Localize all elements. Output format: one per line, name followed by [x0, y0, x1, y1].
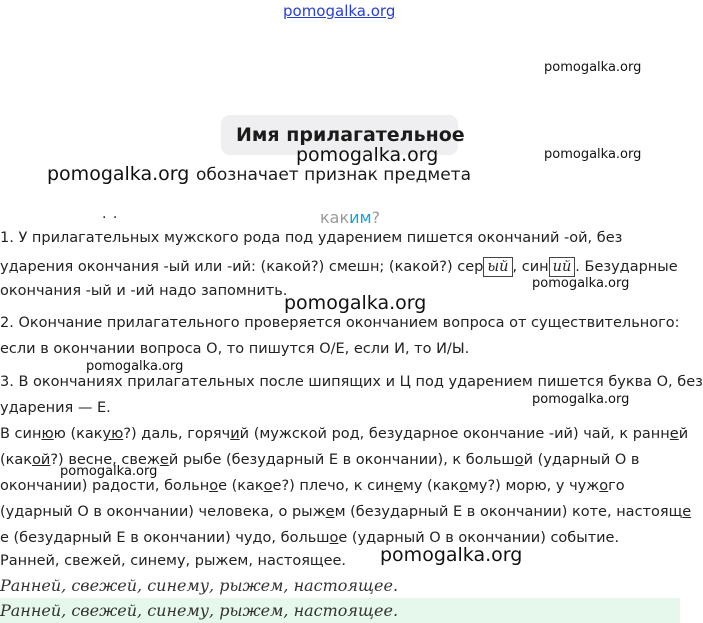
ending-box-yi: ый: [483, 257, 512, 277]
rule-2-line-1: 2. Окончание прилагательного проверяется окончанием вопроса от существительного:: [0, 315, 680, 331]
rule-3-line-2: ударения — Е.: [0, 400, 111, 416]
watermark: pomogalka.org: [60, 464, 158, 479]
example-line-6: Ранней, свежей, синему, рыжем, настоящее.: [0, 553, 347, 569]
rule-1-line-2: ударения окончания -ый или -ий: (какой?) смешн; (какой?) сер ый , син ий . Безударные: [0, 259, 678, 275]
decorative-dots: · ·: [102, 210, 119, 226]
watermark: pomogalka.org: [544, 147, 642, 162]
rule-3-line-1: 3. В окончаниях прилагательных после шипящих и Ц под ударением пишется буква О, без: [0, 374, 703, 390]
example-line-4: (ударный О в окончании) человека, о рыжем (безударный Е в окончании) коте, настояще: [0, 504, 692, 520]
watermark: pomogalka.org: [380, 544, 523, 566]
watermark-top-link[interactable]: pomogalka.org: [283, 2, 396, 20]
rule-1-line-3: окончания -ый и -ий надо запомнить.: [0, 283, 288, 299]
watermark: pomogalka.org: [296, 144, 439, 166]
handwritten-answer-2: Ранней, свежей, синему, рыжем, настоящее.: [0, 601, 399, 620]
example-line-3: окончании) радости, больное (какое?) плечо, к синему (какому?) морю, у чужого: [0, 478, 625, 494]
rule-1-line-1: 1. У прилагательных мужского рода под ударением пишется окончаний -ой, без: [0, 230, 623, 246]
example-line-1: В синюю (какую?) даль, горячий (мужской род, безударное окончание -ий) чай, к ранней: [0, 426, 689, 442]
question-hint: каким?: [320, 208, 381, 227]
example-line-5: е (безударный Е в окончании) чудо, большое (ударный О в окончании) событие.: [0, 530, 620, 546]
ending-box-ii: ий: [549, 257, 576, 277]
example-line-2: (какой?) весне, свежей рыбе (безударный Е в окончании), к большой (ударный О в: [0, 452, 640, 468]
page-title: Имя прилагательное: [236, 124, 465, 146]
page-subtitle: обозначает признак предмета: [196, 165, 472, 185]
watermark: pomogalka.org: [532, 392, 630, 407]
watermark: pomogalka.org: [532, 276, 630, 291]
watermark: pomogalka.org: [544, 60, 642, 75]
rule-2-line-2: если в окончании вопроса О, то пишутся О/Е, если И, то И/Ы.: [0, 341, 470, 357]
watermark: pomogalka.org: [284, 292, 427, 314]
handwritten-answer-1: Ранней, свежей, синему, рыжем, настоящее.: [0, 576, 399, 595]
watermark: pomogalka.org: [47, 163, 190, 185]
watermark: pomogalka.org: [86, 359, 184, 374]
